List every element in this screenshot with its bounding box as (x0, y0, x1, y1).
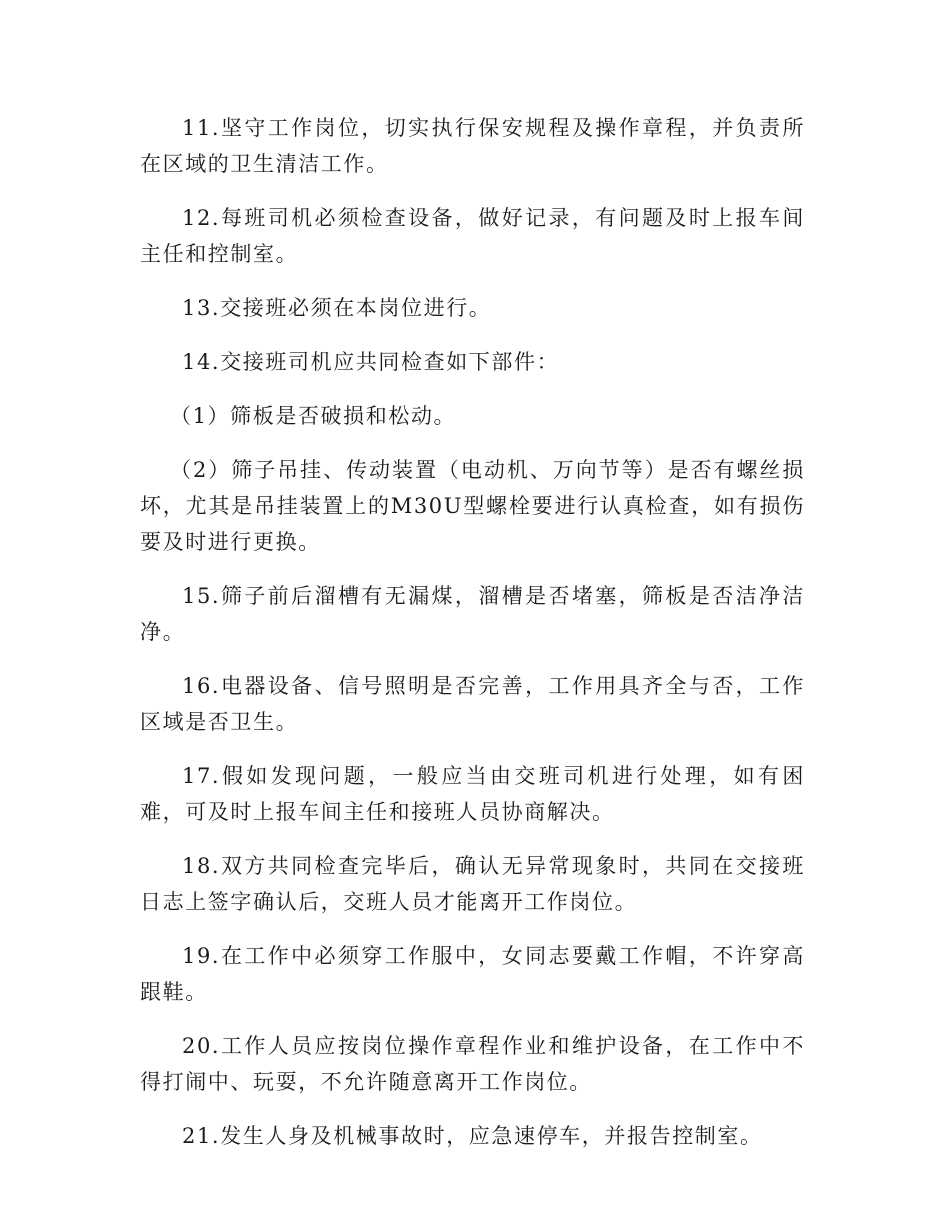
paragraph-16: 16.电器设备、信号照明是否完善，工作用具齐全与否，工作区域是否卫生。 (140, 674, 805, 734)
paragraph-13: 13.交接班必须在本岗位进行。 (182, 296, 492, 320)
paragraph-14: 14.交接班司机应共同检查如下部件： (182, 350, 560, 374)
paragraph-11: 11.坚守工作岗位，切实执行保安规程及操作章程，并负责所在区域的卫生清洁工作。 (140, 116, 805, 176)
paragraph-14-item-1: （1）筛板是否破损和松动。 (170, 404, 457, 428)
paragraph-14-item-2: （2）筛子吊挂、传动装置（电动机、万向节等）是否有螺丝损坏，尤其是吊挂装置上的M30U型螺栓要进行认真检查，如有损伤要及时进行更换。 (140, 458, 805, 554)
paragraph-18: 18.双方共同检查完毕后，确认无异常现象时，共同在交接班日志上签字确认后，交班人员才能离开工作岗位。 (140, 854, 805, 914)
paragraph-17: 17.假如发现问题，一般应当由交班司机进行处理，如有困难，可及时上报车间主任和接班人员协商解决。 (140, 764, 805, 824)
paragraph-20: 20.工作人员应按岗位操作章程作业和维护设备，在工作中不得打闹中、玩耍，不允许随意离开工作岗位。 (140, 1034, 805, 1094)
paragraph-15: 15.筛子前后溜槽有无漏煤，溜槽是否堵塞，筛板是否洁净洁净。 (140, 584, 805, 644)
paragraph-19: 19.在工作中必须穿工作服中，女同志要戴工作帽，不许穿高跟鞋。 (140, 944, 805, 1004)
document-body (140, 110, 805, 1172)
paragraph-12: 12.每班司机必须检查设备，做好记录，有问题及时上报车间主任和控制室。 (140, 206, 805, 266)
paragraph-21: 21.发生人身及机械事故时，应急速停车，并报告控制室。 (182, 1124, 763, 1148)
